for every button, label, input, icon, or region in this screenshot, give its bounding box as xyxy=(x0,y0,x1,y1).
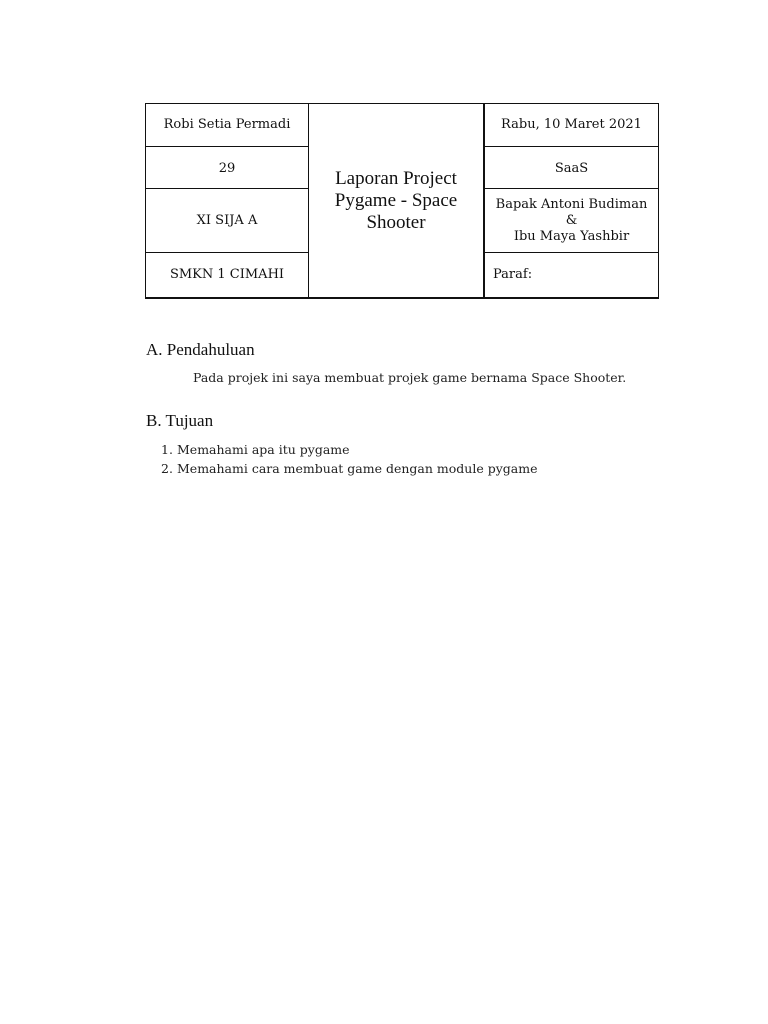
signature-field: Paraf: xyxy=(493,267,533,282)
list-number: 2. xyxy=(161,461,173,476)
teachers-cell xyxy=(485,189,658,252)
report-title: Laporan Project Pygame - Space Shooter xyxy=(334,167,458,233)
list-text: Memahami apa itu pygame xyxy=(177,442,350,457)
student-name: Robi Setia Permadi xyxy=(163,117,291,132)
section-a-text: Pada projek ini saya membuat projek game bernama Space Shooter. xyxy=(193,370,627,385)
teacher-2: Ibu Maya Yashbir xyxy=(513,228,630,244)
list-item xyxy=(161,459,537,478)
list-item xyxy=(161,440,537,459)
table-border-bottom xyxy=(145,297,659,299)
student-number: 29 xyxy=(218,161,236,176)
objectives-list xyxy=(161,440,537,478)
table-border-right xyxy=(658,103,659,298)
section-b-heading: B. Tujuan xyxy=(146,411,214,430)
teacher-1: Bapak Antoni Budiman xyxy=(495,196,648,212)
report-date: Rabu, 10 Maret 2021 xyxy=(501,117,642,132)
student-class: XI SIJA A xyxy=(196,212,258,228)
subject-name: SaaS xyxy=(554,161,589,176)
school-name: SMKN 1 CIMAHI xyxy=(169,267,285,282)
header-table xyxy=(145,103,659,298)
section-a-heading: A. Pendahuluan xyxy=(146,340,255,359)
list-text: Memahami cara membuat game dengan module pygame xyxy=(177,461,538,476)
list-number: 1. xyxy=(161,442,173,457)
teacher-ampersand: & xyxy=(565,212,578,228)
